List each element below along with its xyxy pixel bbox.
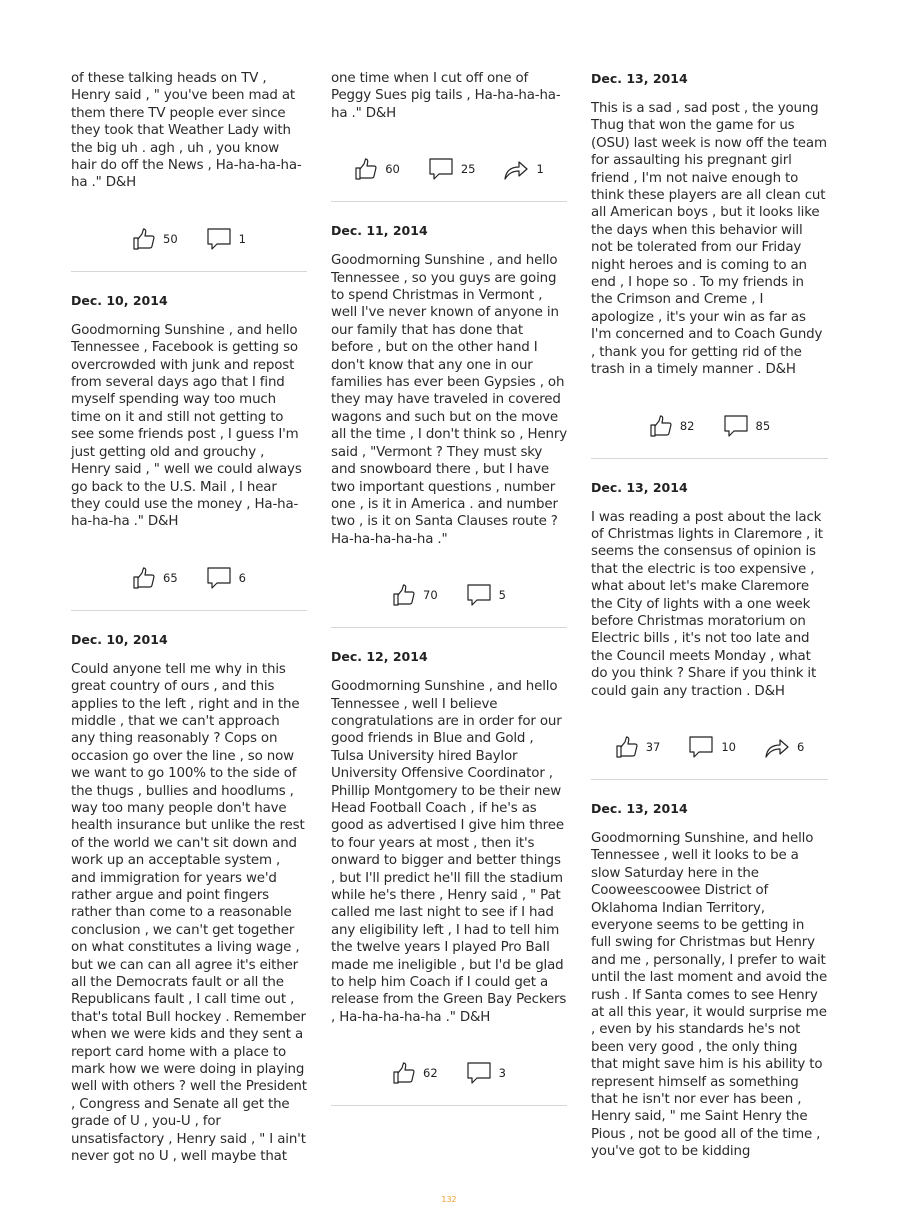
post-separator xyxy=(71,610,307,611)
like-count: 62 xyxy=(423,1066,438,1081)
thumbs-up-icon xyxy=(649,414,673,438)
post-text: Goodmorning Sunshine , and hello Tennessee , well I believe congratulations are in order for our good friends in Blue and Gold , Tulsa University hired Baylor University Offensive Coordinator , Phillip Montgomery to be their new Head Football Coach , if he's as good as advertised I give him three to four years at most , then it's onward to bigger and better things , but I'll predict he'll fill the stadium while he's there , Henry said , " Pat called me last night to see if I had any eligibility left , I had to tell him the twelve years I played Pro Ball made me ineligible , but I'd be glad to help him Coach if I could get a release from the Green Bay Peckers , Ha-ha-ha-ha-ha ." D&H xyxy=(331,679,567,1025)
post-text: of these talking heads on TV , Henry said , " you've been mad at them there TV people ever since they took that Weather Lady with the big uh . agh , uh , you know hair do off the News , Ha-ha-ha-ha-ha ." D&H xyxy=(71,71,302,191)
like-count: 60 xyxy=(385,162,400,177)
page-number: 132 xyxy=(441,1195,457,1204)
post-separator xyxy=(591,458,828,459)
like-count: 82 xyxy=(679,418,695,433)
column-3 xyxy=(591,70,828,1161)
like-stat[interactable] xyxy=(392,583,438,607)
post-date: Dec. 13, 2014 xyxy=(591,800,688,816)
post-text: Could anyone tell me why in this great country of ours , and this applies to the left , right and in the middle , that we can't approach any thing reasonably ? Cops on occasion go over the line , so now we want to go 100% to the side of the thugs , bullies and hoodlums , way too many people don't have health insurance but unlike the rest of the world we can't sit down and work up an acceptable system , and immigration for years we'd rather argue and point fingers rather than come to a reasonable conclusion , we can't get together on what constitutes a living wage , but we can can all agree it's either all the Democrats fault or all the Republicans fault , I call time out , that's total Bull hockey . Remember when we were kids and they sent a report card home with a place to mark how we were doing in playing well with others ? well the President , Congress and Senate all get the grade of U , you-U , for unsatisfactory , Henry said , " I ain't never got no U , well maybe that xyxy=(71,661,307,1165)
share-count: 6 xyxy=(796,739,805,754)
like-count: 37 xyxy=(645,739,661,754)
post-stats xyxy=(331,581,567,609)
comment-bubble-icon xyxy=(723,414,749,438)
post-date: Dec. 10, 2014 xyxy=(71,292,168,308)
comment-stat[interactable] xyxy=(688,735,736,759)
comment-count: 1 xyxy=(238,231,246,246)
column-1 xyxy=(71,70,307,1166)
thumbs-up-icon xyxy=(354,157,378,181)
post-separator xyxy=(331,1105,567,1106)
comment-stat[interactable] xyxy=(206,227,246,251)
thumbs-up-icon xyxy=(615,735,639,759)
like-stat[interactable] xyxy=(132,566,178,590)
thumbs-up-icon xyxy=(392,1061,416,1085)
post-separator xyxy=(331,201,567,202)
comment-stat[interactable] xyxy=(206,566,246,590)
comment-count: 5 xyxy=(498,588,506,603)
thumbs-up-icon xyxy=(392,583,416,607)
comment-count: 3 xyxy=(498,1066,506,1081)
post-separator xyxy=(331,627,567,628)
like-count: 50 xyxy=(163,231,178,246)
comment-stat[interactable] xyxy=(723,414,771,438)
comment-stat[interactable] xyxy=(428,157,476,181)
share-stat[interactable] xyxy=(764,735,804,759)
share-arrow-icon xyxy=(503,157,529,181)
comment-bubble-icon xyxy=(428,157,454,181)
thumbs-up-icon xyxy=(132,227,156,251)
post-text: This is a sad , sad post , the young Thug that won the game for us (OSU) last week is now off the team for assaulting his pregnant girl friend , I'm not naive enough to think these players are all clean cut all American boys , but it looks like the days when this behavior will not be tolerated from our Friday night heroes and is coming to an end , I hope so . To my friends in the Crimson and Creme , I apologize , it's your win as far as I'm concerned and to Coach Gundy , thank you for getting rid of the trash in a timely manner . D&H xyxy=(591,101,827,378)
post-date: Dec. 12, 2014 xyxy=(331,649,428,665)
post-separator xyxy=(71,271,307,272)
post-text: Goodmorning Sunshine, and hello Tennessee , well it looks to be a slow Saturday here in the Cooweescoowee District of Oklahoma Indian Territory, everyone seems to be getting in full swing for Christmas but Henry and me , personally, I prefer to wait until the last moment and avoid the rush . If Santa comes to see Henry at all this year, it would surprise me , even by his standards he's not been very good , the only thing that might save him is his ability to represent himself as something that he isn't nor ever has been , Henry said, " me Saint Henry the Pious , not be good all of the time , you've got to be kidding xyxy=(591,830,828,1160)
like-stat[interactable] xyxy=(354,157,400,181)
post-date: Dec. 13, 2014 xyxy=(591,479,688,495)
comment-bubble-icon xyxy=(206,566,232,590)
post-date: Dec. 10, 2014 xyxy=(71,631,168,647)
post-date: Dec. 13, 2014 xyxy=(591,71,688,86)
comment-bubble-icon xyxy=(688,735,714,759)
post-text: one time when I cut off one of Peggy Sues pig tails , Ha-ha-ha-ha-ha ." D&H xyxy=(331,71,561,121)
post-separator xyxy=(591,779,828,780)
like-count: 65 xyxy=(163,570,178,585)
post-stats xyxy=(71,225,307,253)
post-stats xyxy=(331,155,567,183)
share-stat[interactable] xyxy=(503,157,543,181)
comment-bubble-icon xyxy=(466,583,492,607)
post-stats xyxy=(71,564,307,592)
post-stats xyxy=(591,733,828,761)
like-stat[interactable] xyxy=(392,1061,438,1085)
comment-stat[interactable] xyxy=(466,1061,506,1085)
post-text: Goodmorning Sunshine , and hello Tennessee , Facebook is getting so overcrowded with junk and repost from several days ago that I find myself spending way too much time on it and still not getting to see some friends post , I guess I'm just getting old and grouchy , Henry said , " well we could always go back to the U.S. Mail , I hear they could use the money , Ha-ha-ha-ha-ha ." D&H xyxy=(71,322,302,530)
comment-bubble-icon xyxy=(466,1061,492,1085)
like-stat[interactable] xyxy=(132,227,178,251)
share-arrow-icon xyxy=(764,735,790,759)
post-date: Dec. 11, 2014 xyxy=(331,223,428,239)
comment-stat[interactable] xyxy=(466,583,506,607)
like-count: 70 xyxy=(423,588,438,603)
like-stat[interactable] xyxy=(649,414,695,438)
thumbs-up-icon xyxy=(132,566,156,590)
post-text: I was reading a post about the lack of Christmas lights in Claremore , it seems the consensus of opinion is that the electric is too expensive , what about let's make Claremore the City of lights with a one week before Christmas moratorium on Electric bills , it's not too late and the Council meets Monday , what do you think ? Share if you think it could gain any traction . D&H xyxy=(591,509,823,699)
comment-bubble-icon xyxy=(206,227,232,251)
post-text: Goodmorning Sunshine , and hello Tennessee , so you guys are going to spend Christmas in Vermont , well I've never known of anyone in our family that has done that before , but on the other hand I don't know that any one in our families has ever been Gypsies , oh they may have traveled in covered wagons and such but on the move all the time , I don't think so , Henry said , "Vermont ? They must sky and snowboard there , but I have two important questions , number one , is it in America . and number two , is it on Santa Clauses route ? Ha-ha-ha-ha-ha ." xyxy=(331,253,567,547)
post-stats xyxy=(591,412,828,440)
like-stat[interactable] xyxy=(615,735,661,759)
comment-count: 10 xyxy=(721,739,736,754)
post-stats xyxy=(331,1059,567,1087)
column-2 xyxy=(331,70,567,1126)
comment-count: 6 xyxy=(238,570,246,585)
share-count: 1 xyxy=(536,162,544,177)
comment-count: 85 xyxy=(755,418,771,433)
comment-count: 25 xyxy=(460,162,476,177)
